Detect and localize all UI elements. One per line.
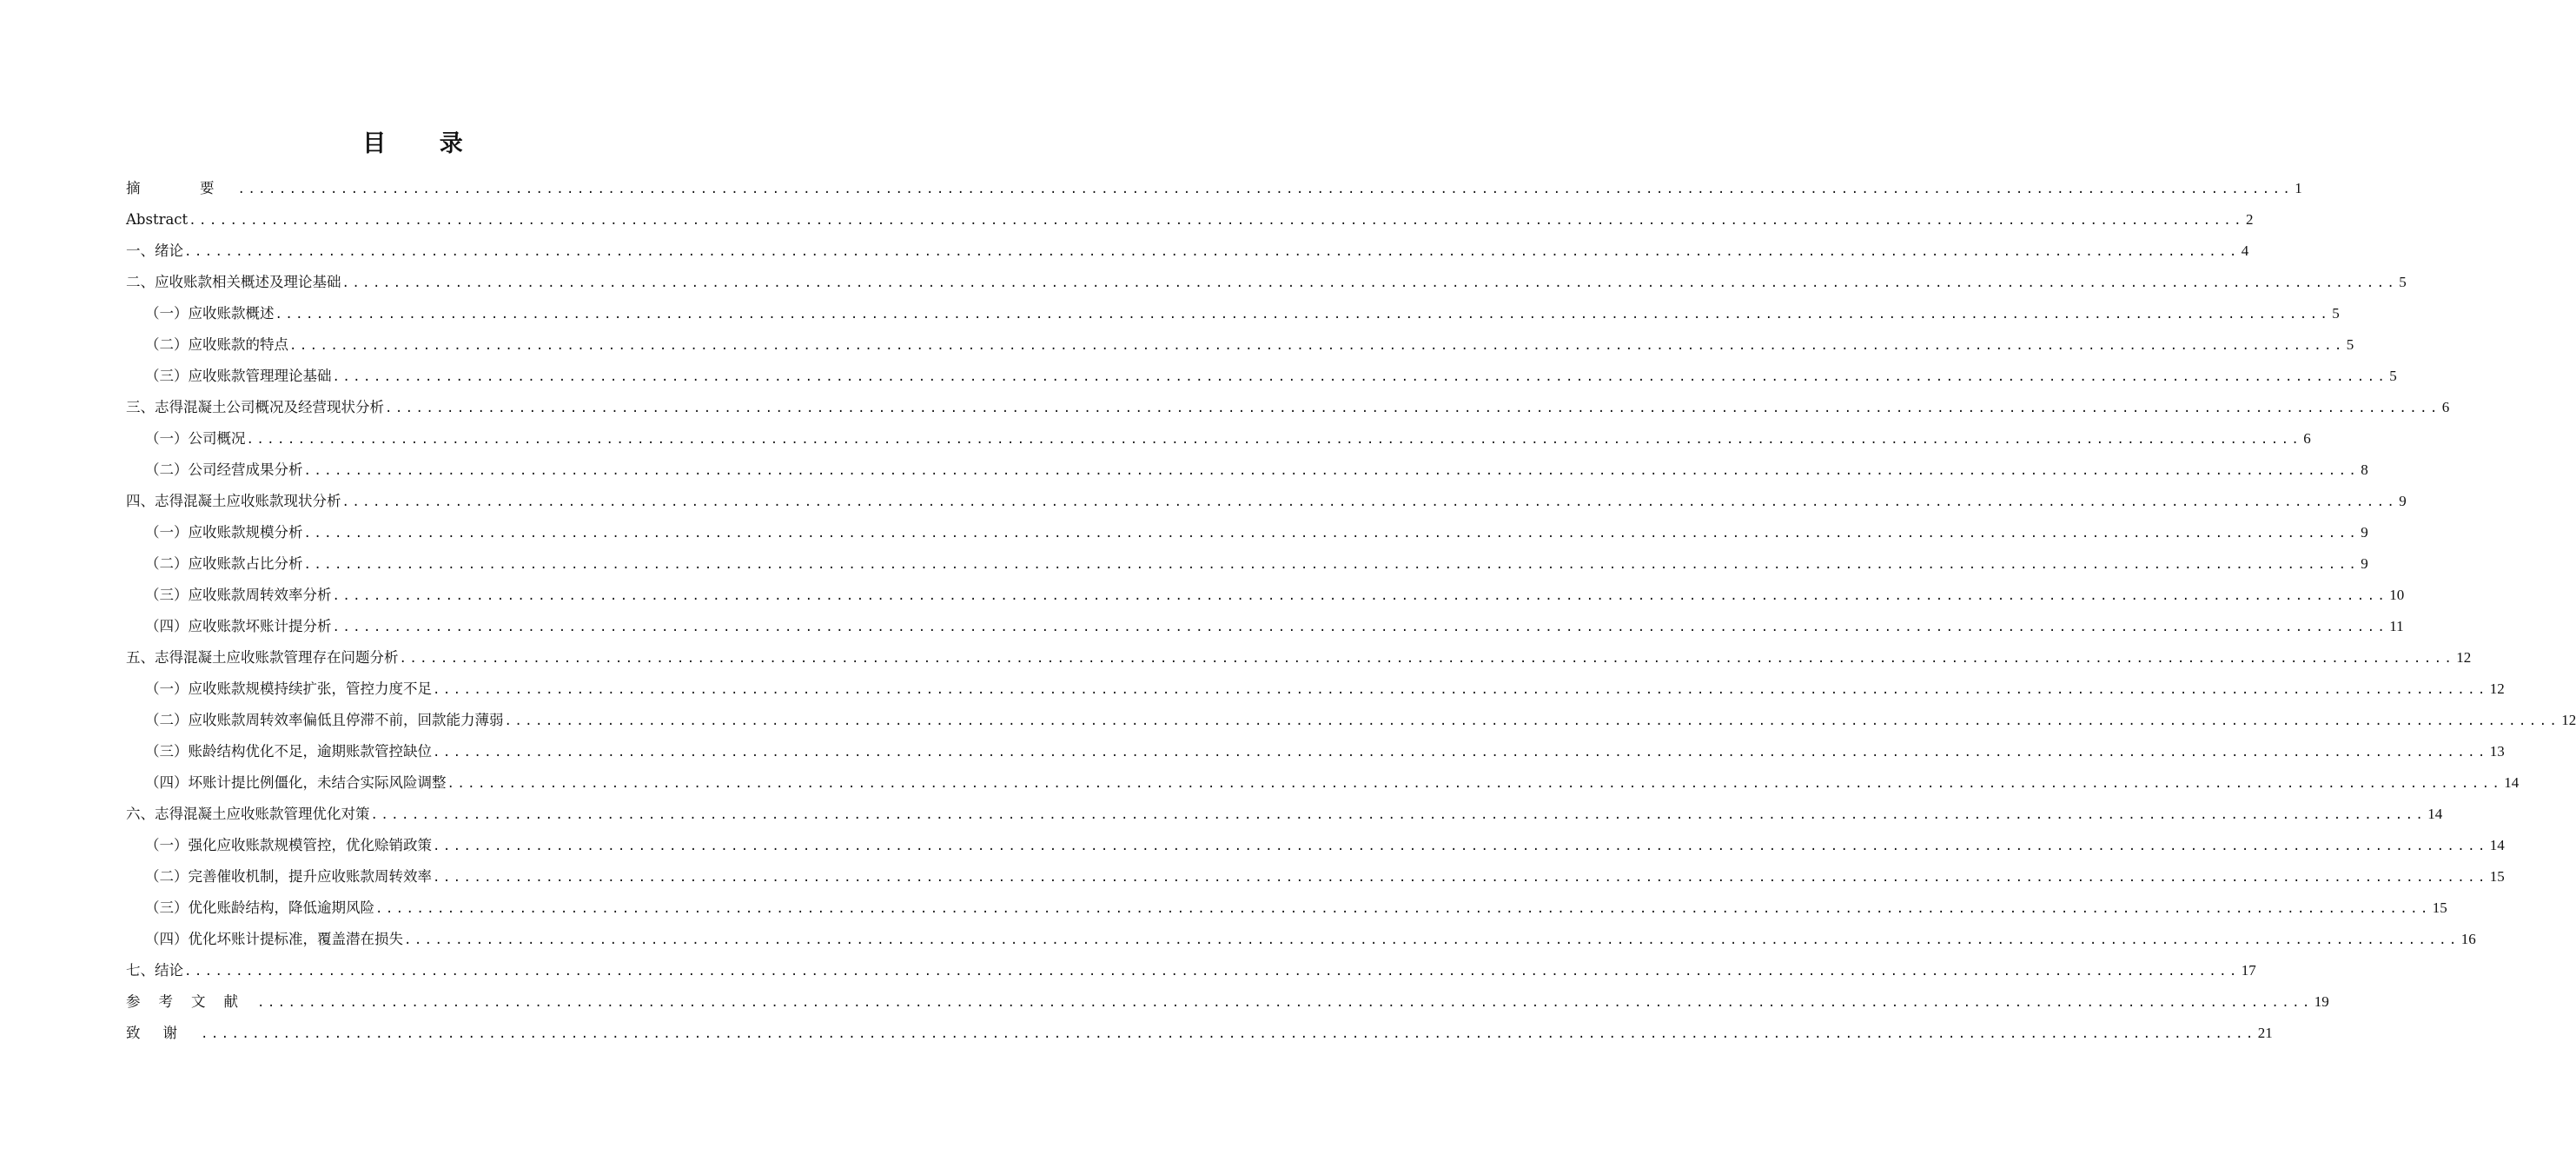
- toc-entry[interactable]: [126, 361, 2397, 392]
- toc-page-number: 8: [2361, 461, 2368, 478]
- toc-entry-label: （一）应收账款规模分析: [145, 524, 303, 541]
- toc-entry-label: 一、绪论: [126, 242, 183, 259]
- toc-entry[interactable]: [126, 298, 2340, 329]
- toc-page-number: 13: [2489, 743, 2505, 760]
- toc-entry-label: （二）公司经营成果分析: [145, 461, 303, 478]
- toc-entry[interactable]: [126, 799, 2443, 830]
- toc-page-number: 14: [2489, 837, 2505, 853]
- toc-page-number: 2: [2245, 211, 2254, 228]
- toc-entry[interactable]: [126, 486, 2407, 517]
- toc-dot-leader: ........................................................................................................................................................................................................: [447, 777, 2503, 791]
- toc-dot-leader: ........................................................................................................................................................................................................: [332, 370, 2388, 384]
- toc-dot-leader: ........................................................................................................................................................................................................: [289, 339, 2345, 353]
- toc-entry-label: （四）优化坏账计提标准，覆盖潜在损失: [145, 931, 403, 947]
- toc-dot-leader: ........................................................................................................................................................................................................: [375, 902, 2431, 916]
- toc-page-number: 9: [2361, 524, 2368, 541]
- toc-entry-label: （三）优化账龄结构，降低逾期风险: [145, 899, 374, 916]
- toc-dot-leader: ........................................................................................................................................................................................................: [404, 933, 2460, 947]
- toc-page-number: 5: [2399, 274, 2407, 290]
- toc-entry[interactable]: [126, 1018, 2273, 1049]
- toc-page-number: 14: [2504, 774, 2520, 791]
- toc-entry-label: 七、结论: [126, 962, 183, 979]
- toc-dot-leader: ........................................................................................................................................................................................................: [433, 683, 2488, 697]
- toc-entry[interactable]: [126, 267, 2407, 298]
- toc-entry-label: （三）账龄结构优化不足，逾期账款管控缺位: [145, 743, 432, 760]
- toc-page-number: 5: [2389, 368, 2397, 384]
- toc-dot-leader: ........................................................................................................................................................................................................: [246, 433, 2302, 447]
- toc-entry-label: 致谢: [126, 1025, 200, 1041]
- toc-dot-leader: ........................................................................................................................................................................................................: [303, 464, 2360, 478]
- toc-entry[interactable]: [126, 173, 2302, 204]
- toc-dot-leader: ........................................................................................................................................................................................................: [184, 245, 2240, 259]
- toc-entry[interactable]: [126, 642, 2472, 674]
- toc-dot-leader: ........................................................................................................................................................................................................: [385, 402, 2440, 415]
- toc-entry-label: 六、志得混凝土应收账款管理优化对策: [126, 806, 370, 822]
- toc-dot-leader: ........................................................................................................................................................................................................: [275, 308, 2331, 322]
- toc-entry[interactable]: [126, 893, 2447, 924]
- toc-page-number: 10: [2389, 587, 2405, 603]
- toc-dot-leader: ........................................................................................................................................................................................................: [370, 808, 2427, 822]
- toc-dot-leader: ........................................................................................................................................................................................................: [433, 871, 2488, 885]
- toc-dot-leader: ........................................................................................................................................................................................................: [303, 558, 2360, 572]
- toc-entry[interactable]: [126, 705, 2576, 736]
- toc-entry-label: 参考文献: [126, 993, 256, 1010]
- toc-dot-leader: ........................................................................................................................................................................................................: [433, 840, 2488, 853]
- toc-page-number: 12: [2456, 649, 2472, 666]
- toc-entry[interactable]: [126, 986, 2329, 1018]
- toc-entry-label: 摘 要: [126, 180, 237, 196]
- table-of-contents: [126, 173, 2576, 1049]
- toc-entry-label: （一）强化应收账款规模管控，优化赊销政策: [145, 837, 432, 853]
- toc-page-number: 9: [2399, 493, 2407, 509]
- toc-entry-label: （二）应收账款的特点: [145, 336, 288, 353]
- toc-entry[interactable]: [126, 423, 2311, 455]
- toc-entry-label: 三、志得混凝土公司概况及经营现状分析: [126, 399, 384, 415]
- toc-page-number: 16: [2460, 931, 2476, 947]
- toc-entry[interactable]: [126, 455, 2368, 486]
- toc-dot-leader: ........................................................................................................................................................................................................: [332, 589, 2388, 603]
- toc-page-number: 15: [2489, 868, 2505, 885]
- toc-entry-label: （一）应收账款概述: [145, 305, 275, 322]
- toc-entry-label: 五、志得混凝土应收账款管理存在问题分析: [126, 649, 399, 666]
- toc-entry[interactable]: [126, 392, 2450, 423]
- toc-entry[interactable]: [126, 204, 2254, 236]
- toc-dot-leader: ........................................................................................................................................................................................................: [201, 1027, 2256, 1041]
- toc-page-number: 17: [2241, 962, 2256, 979]
- toc-entry[interactable]: [126, 955, 2256, 986]
- toc-dot-leader: ........................................................................................................................................................................................................: [189, 214, 2244, 228]
- toc-entry-label: （二）完善催收机制，提升应收账款周转效率: [145, 868, 432, 885]
- toc-page-number: 12: [2489, 680, 2505, 697]
- toc-dot-leader: ........................................................................................................................................................................................................: [341, 495, 2398, 509]
- toc-dot-leader: ........................................................................................................................................................................................................: [237, 182, 2294, 196]
- toc-page-number: 14: [2427, 806, 2443, 822]
- toc-entry[interactable]: [126, 674, 2505, 705]
- toc-entry-label: （四）坏账计提比例僵化，未结合实际风险调整: [145, 774, 447, 791]
- toc-entry[interactable]: [126, 924, 2476, 955]
- toc-page-number: 11: [2389, 618, 2404, 634]
- toc-entry-label: 四、志得混凝土应收账款现状分析: [126, 493, 341, 509]
- toc-dot-leader: ........................................................................................................................................................................................................: [399, 652, 2455, 666]
- toc-entry-label: （一）应收账款规模持续扩张，管控力度不足: [145, 680, 432, 697]
- toc-entry[interactable]: [126, 329, 2354, 361]
- toc-page-number: 15: [2432, 899, 2447, 916]
- toc-entry-label: （二）应收账款占比分析: [145, 555, 303, 572]
- toc-entry-label: （四）应收账款坏账计提分析: [145, 618, 332, 634]
- toc-dot-leader: ........................................................................................................................................................................................................: [332, 620, 2388, 634]
- toc-page-number: 5: [2346, 336, 2354, 353]
- toc-dot-leader: ........................................................................................................................................................................................................: [341, 276, 2398, 290]
- toc-entry-label: （三）应收账款周转效率分析: [145, 587, 332, 603]
- toc-page-number: 6: [2441, 399, 2450, 415]
- toc-entry-label: （二）应收账款周转效率偏低且停滞不前，回款能力薄弱: [145, 712, 504, 728]
- toc-dot-leader: ........................................................................................................................................................................................................: [433, 746, 2488, 760]
- toc-entry[interactable]: [126, 861, 2505, 893]
- toc-entry[interactable]: [126, 767, 2520, 799]
- toc-entry-label: 二、应收账款相关概述及理论基础: [126, 274, 341, 290]
- toc-entry[interactable]: [126, 611, 2404, 642]
- toc-entry[interactable]: [126, 548, 2368, 580]
- toc-page-number: 12: [2561, 712, 2576, 728]
- toc-entry-label: （三）应收账款管理理论基础: [145, 368, 332, 384]
- toc-dot-leader: ........................................................................................................................................................................................................: [303, 527, 2360, 541]
- toc-dot-leader: ........................................................................................................................................................................................................: [184, 965, 2240, 979]
- toc-page-number: 21: [2257, 1025, 2273, 1041]
- toc-page-number: 5: [2332, 305, 2340, 322]
- toc-entry-label: （一）公司概况: [145, 430, 246, 447]
- toc-page-number: 6: [2303, 430, 2311, 447]
- toc-entry[interactable]: [126, 517, 2368, 548]
- toc-entry-label: Abstract: [126, 211, 189, 228]
- toc-page-number: 1: [2295, 180, 2302, 196]
- toc-page-number: 19: [2314, 993, 2329, 1010]
- toc-page-number: 9: [2361, 555, 2368, 572]
- toc-page-number: 4: [2241, 242, 2249, 259]
- toc-dot-leader: ........................................................................................................................................................................................................: [257, 996, 2313, 1010]
- toc-entry[interactable]: [126, 736, 2505, 767]
- toc-entry[interactable]: [126, 830, 2505, 861]
- toc-entry[interactable]: [126, 236, 2249, 267]
- page-title: 目 录: [362, 130, 486, 157]
- toc-entry[interactable]: [126, 580, 2405, 611]
- toc-dot-leader: ........................................................................................................................................................................................................: [504, 714, 2560, 728]
